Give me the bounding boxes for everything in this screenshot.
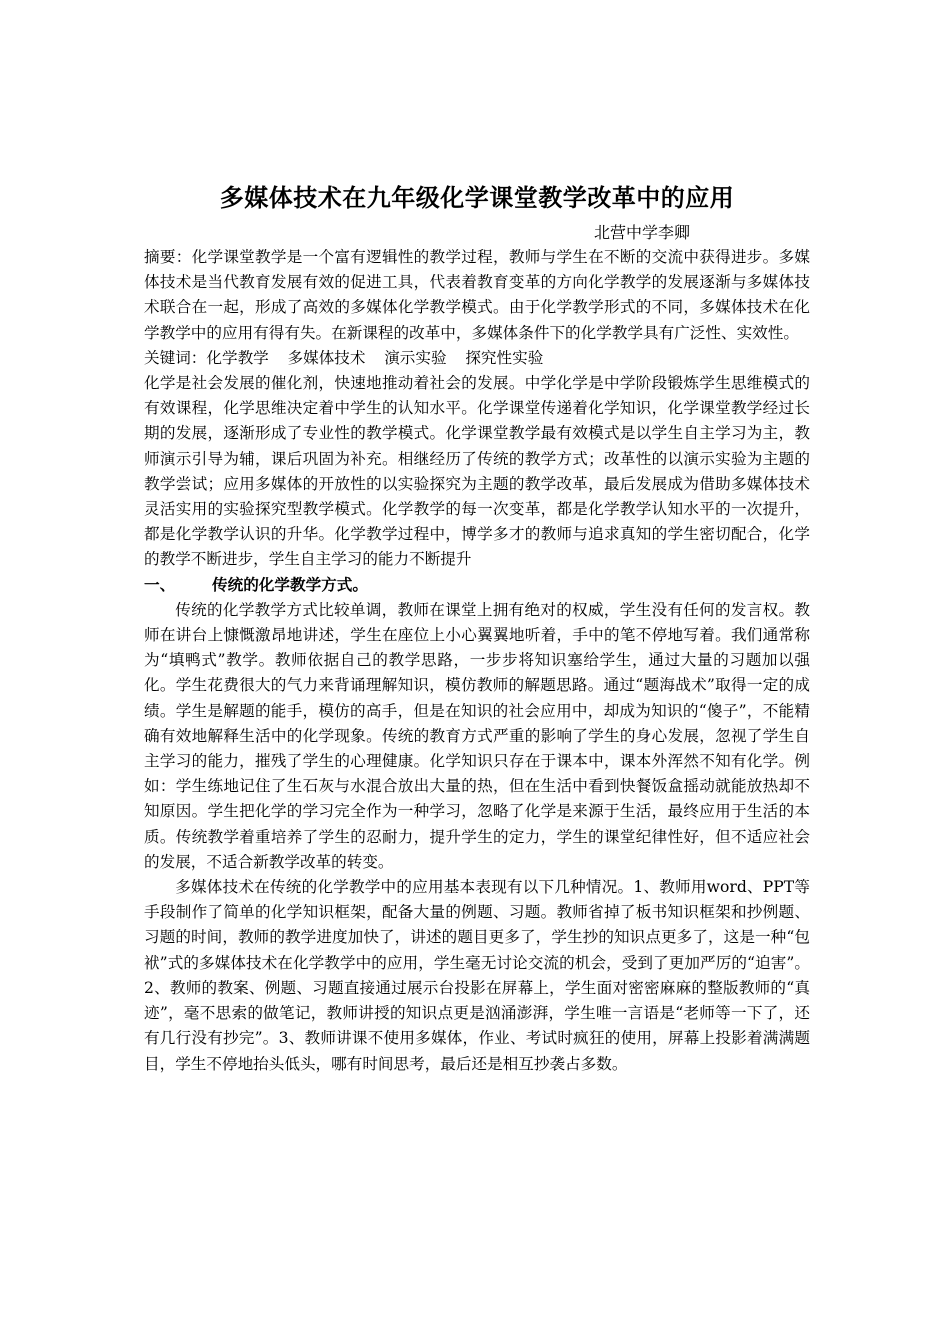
body-paragraph: 传统的化学教学方式比较单调，教师在课堂上拥有绝对的权威，学生没有任何的发言权。教师在讲台上慷慨激昂地讲述，学生在座位上小心翼翼地听着，手中的笔不停地写着。我们通常称为“填鸭式”教学。教师依据自己的教学思路，一步步将知识塞给学生，通过大量的习题加以强化。学生花费很大的气力来背诵理解知识，模仿教师的解题思路。通过“题海战术”取得一定的成绩。学生是解题的能手，模仿的高手，但是在知识的社会应用中，却成为知识的“傻子”，不能精确有效地解释生活中的化学现象。传统的教育方式严重的影响了学生的身心发展，忽视了学生自主学习的能力，摧残了学生的心理健康。化学知识只存在于课本中，课本外浑然不知有化学。例如：学生练地记住了生石灰与水混合放出大量的热，但在生活中看到快餐饭盒摇动就能放热却不知原因。学生把化学的学习完全作为一种学习，忽略了化学是来源于生活，最终应用于生活的本质。传统教学着重培养了学生的忍耐力，提升学生的定力，学生的课堂纪律性好，但不适应社会的发展，不适合新教学改革的转变。: [144, 600, 810, 871]
section-number: 一、: [144, 575, 176, 594]
document-title: 多媒体技术在九年级化学课堂教学改革中的应用: [219, 184, 735, 212]
keyword-item: 多媒体技术: [287, 348, 366, 367]
keywords-label: 关键词：: [144, 348, 207, 367]
author-line: 北营中学李卿: [594, 223, 691, 242]
intro-paragraph: 化学是社会发展的催化剂，快速地推动着社会的发展。中学化学是中学阶段锻炼学生思维模式的有效课程，化学思维决定着中学生的认知水平。化学课堂传递着化学知识，化学课堂教学经过长期的发展，逐渐形成了专业性的教学模式。化学课堂教学最有效模式是以学生自主学习为主，教师演示引导为辅，课后巩固为补充。相继经历了传统的教学方式；改革性的以演示实验为主题的教学尝试；应用多媒体的开放性的以实验探究为主题的教学改革，最后发展成为借助多媒体技术灵活实用的实验探究型教学模式。化学教学的每一次变革，都是化学教学认知水平的一次提升，都是化学教学认识的升华。化学教学过程中，博学多才的教师与追求真知的学生密切配合，化学的教学不断进步，学生自主学习的能力不断提升: [144, 374, 810, 569]
section-title: 传统的化学教学方式。: [212, 575, 368, 594]
document-page: [144, 180, 810, 1077]
keyword-item: 演示实验: [384, 348, 447, 367]
keyword-item: 化学教学: [206, 348, 269, 367]
abstract-paragraph: 摘要：化学课堂教学是一个富有逻辑性的教学过程，教师与学生在不断的交流中获得进步。多媒体技术是当代教育发展有效的促进工具，代表着教育变革的方向化学教学的发展逐渐与多媒体技术联合在一起，形成了高效的多媒体化学教学模式。由于化学教学形式的不同，多媒体技术在化学教学中的应用有得有失。在新课程的改革中，多媒体条件下的化学教学具有广泛性、实效性。: [144, 248, 810, 342]
section-heading: [144, 573, 810, 598]
keywords-line: [144, 346, 810, 371]
keyword-item: 探究性实验: [465, 348, 544, 367]
body-paragraph: 多媒体技术在传统的化学教学中的应用基本表现有以下几种情况。1、教师用word、PPT等手段制作了简单的化学知识框架，配备大量的例题、习题。教师省掉了板书知识框架和抄例题、习题的时间，教师的教学进度加快了，讲述的题目更多了，学生抄的知识点更多了，这是一种“包袱”式的多媒体技术在化学教学中的应用，学生毫无讨论交流的机会，受到了更加严厉的“迫害”。2、教师的教案、例题、习题直接通过展示台投影在屏幕上，学生面对密密麻麻的整版教师的“真迹”，毫不思索的做笔记，教师讲授的知识点更是汹涌澎湃，学生唯一言语是“老师等一下了，还有几行没有抄完”。3、教师讲课不使用多媒体，作业、考试时疯狂的使用，屏幕上投影着满满题目，学生不停地抬头低头，哪有时间思考，最后还是相互抄袭占多数。: [144, 878, 810, 1073]
